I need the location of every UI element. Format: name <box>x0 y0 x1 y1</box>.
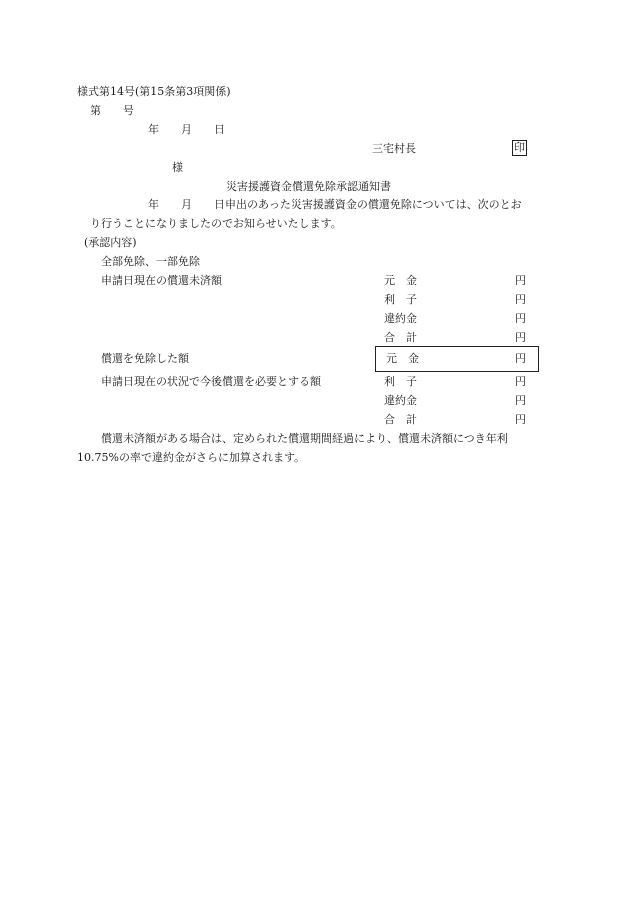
remaining-item: 違約金 <box>384 394 417 407</box>
notice-line-2: 10.75%の率で違約金がさらに加算されます。 <box>77 451 306 464</box>
outstanding-unit: 円 <box>515 274 526 287</box>
remaining-unit: 円 <box>515 413 526 426</box>
outstanding-unit: 円 <box>515 312 526 325</box>
remaining-unit: 円 <box>515 375 526 388</box>
seal-mark: 印 <box>514 141 525 154</box>
issuer-name: 三宅村長 <box>372 142 416 155</box>
body-line-1: 年 月 日申出のあった災害援護資金の償還免除については、次のとお <box>148 198 522 211</box>
outstanding-item: 利 子 <box>384 293 417 306</box>
document-title: 災害援護資金償還免除承認通知書 <box>226 180 391 193</box>
approval-header: (承認内容) <box>84 236 137 249</box>
outstanding-item: 元 金 <box>384 274 417 287</box>
outstanding-label: 申請日現在の償還未済額 <box>101 274 222 287</box>
body-line-2: り行うことになりましたのでお知らせいたします。 <box>90 217 342 230</box>
number-line: 第 号 <box>90 104 134 117</box>
remaining-label: 申請日現在の状況で今後償還を必要とする額 <box>101 375 321 388</box>
remaining-item: 合 計 <box>384 413 417 426</box>
outstanding-item: 違約金 <box>384 312 417 325</box>
exempted-unit: 円 <box>515 352 526 365</box>
exempted-item: 元 金 <box>386 352 419 365</box>
outstanding-item: 合 計 <box>384 331 417 344</box>
remaining-unit: 円 <box>515 394 526 407</box>
exemption-type: 全部免除、一部免除 <box>101 255 200 268</box>
notice-line-1: 償還未済額がある場合は、定められた償還期間経過により、償還未済額につき年利 <box>101 432 508 445</box>
addressee-suffix: 様 <box>172 161 183 174</box>
date-line: 年 月 日 <box>148 123 225 136</box>
form-id: 様式第14号(第15条第3項関係) <box>77 85 231 98</box>
exempted-label: 償還を免除した額 <box>101 352 189 365</box>
outstanding-unit: 円 <box>515 293 526 306</box>
outstanding-unit: 円 <box>515 331 526 344</box>
remaining-item: 利 子 <box>384 375 417 388</box>
